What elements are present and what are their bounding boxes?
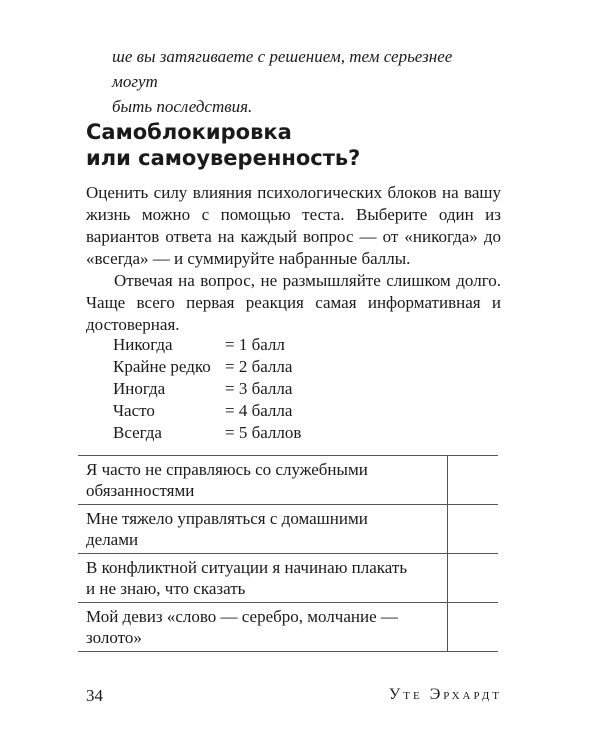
scale-row xyxy=(113,378,301,400)
table-row xyxy=(78,505,498,554)
test-table xyxy=(78,455,498,652)
scale-label: Всегда xyxy=(113,423,162,442)
scale-value: = 4 балла xyxy=(225,401,293,420)
scale-row xyxy=(113,400,301,422)
section-title-line: или самоуверенность? xyxy=(86,146,361,170)
table-row xyxy=(78,554,498,603)
section-title xyxy=(86,119,506,171)
question-cell xyxy=(78,456,448,505)
question-text: золото» xyxy=(86,628,142,647)
question-text: обязанностями xyxy=(86,481,195,500)
scale-row xyxy=(113,334,301,356)
paragraph: Отвечая на вопрос, не размышляйте слишком долго. Чаще всего первая реакция самая информативная и достоверная. xyxy=(86,271,501,334)
scale-value: = 3 балла xyxy=(225,379,293,398)
answer-cell[interactable] xyxy=(448,456,498,505)
scale-value: = 1 балл xyxy=(225,335,285,354)
question-text: В конфликтной ситуации я начинаю плакать xyxy=(86,558,408,577)
intro-text xyxy=(112,44,502,119)
scale-row xyxy=(113,422,301,444)
scale-value: = 2 балла xyxy=(225,357,293,376)
scale-row xyxy=(113,356,301,378)
page-number: 34 xyxy=(86,686,103,705)
question-text: делами xyxy=(86,530,139,549)
question-text: Мне тяжело управляться с домашними xyxy=(86,509,368,528)
intro-line: быть последствия. xyxy=(112,97,253,116)
table-row xyxy=(78,456,498,505)
scale-label: Крайне редко xyxy=(113,357,211,376)
question-cell xyxy=(78,505,448,554)
scale-label: Иногда xyxy=(113,379,166,398)
question-text: и не знаю, что сказать xyxy=(86,579,246,598)
answer-cell[interactable] xyxy=(448,505,498,554)
question-text: Я часто не справляюсь со служебными xyxy=(86,460,368,479)
intro-line: ше вы затягиваете с решением, тем серьезнее могут xyxy=(112,47,453,91)
question-text: Мой девиз «слово — серебро, молчание — xyxy=(86,607,398,626)
scale-value: = 5 баллов xyxy=(225,423,302,442)
answer-cell[interactable] xyxy=(448,603,498,652)
question-cell xyxy=(78,603,448,652)
scoring-scale xyxy=(113,334,301,444)
section-title-line: Самоблокировка xyxy=(86,120,292,144)
table-row xyxy=(78,603,498,652)
running-header-author: Уте Эрхардт xyxy=(388,686,502,703)
paragraph: Оценить силу влияния психологических блоков на вашу жизнь можно с помощью теста. Выберите один из вариантов ответа на каждый вопрос — от «никогда» до «всегда» — и суммируйте набранные баллы. xyxy=(86,183,501,268)
scale-label: Часто xyxy=(113,401,155,420)
question-cell xyxy=(78,554,448,603)
scale-label: Никогда xyxy=(113,335,173,354)
body-text xyxy=(86,182,501,336)
answer-cell[interactable] xyxy=(448,554,498,603)
